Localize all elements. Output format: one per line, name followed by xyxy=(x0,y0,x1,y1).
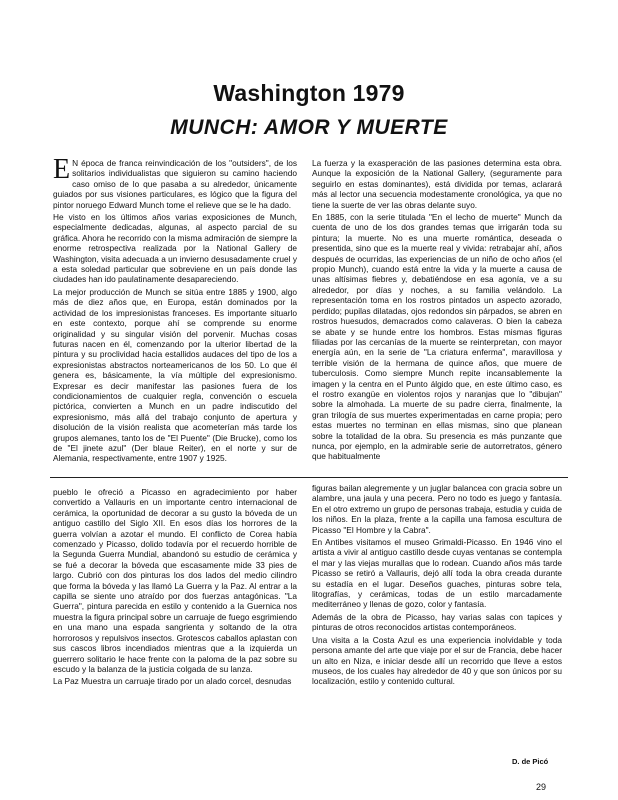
article-title: MUNCH: AMOR Y MUERTE xyxy=(170,116,448,139)
author-signature: D. de Picó xyxy=(512,757,549,766)
paragraph: En Antibes visitamos el museo Grimaldi-Picasso. En 1946 vino el artista a vivir al antiguo castillo desde cuyas ventanas se contempla el mar y las viejas murallas que lo rodean. Cuando años más tarde Picasso se retiró a Vallauris, dejó allí toda la obra creada durante su estadía en el lugar. Deseños guaches, pinturas sobre tela, litografías, y cerámicas, todas de un estilo marcadamente mediterráneo y llenas de gozo, color y fantasía. xyxy=(312,537,562,610)
paragraph: figuras bailan alegremente y un juglar balancea con gracia sobre un alambre, una jaula y una pecera. Pero no todo es juego y fantasía. En el otro extremo un grupo de personas trabaja, estudia y cuida de los niños. En la plaza, frente a la capilla una famosa escultura de Picasso "El Hombre y la Cabra". xyxy=(312,483,562,535)
picasso-column-right xyxy=(312,483,562,689)
paragraph: La fuerza y la exasperación de las pasiones determina esta obra. Aunque la exposición de la National Gallery, (seguramente para seguirlo en estas dominantes), está dividida por temas, aclarará más al lector una secuencia modestamente cronológica, ya que no tiene la suerte de ver las obras delante suyo. xyxy=(312,158,562,210)
picasso-column-left xyxy=(53,487,297,689)
paragraph: En 1885, con la serie titulada "En el lecho de muerte" Munch da cuenta de uno de los dos grandes temas que irrigarán toda su pintura; la muerte. No es una muerte romántica, deseada o presentida, sino que es la muerte real y vivida: retrabajar ahí, años después de ocurridas, las experiencias de un niño de ocho años (el propio Munch), cuando está entre la vida y la muerte a causa de unas altísimas fiebres y, debatiéndose en esa agonía, ve a su alrededor, por días y noches, a su familia velándolo. La representación toma en los rostros pintados un aspecto azorado, perdido; pupilas dilatadas, ojos redondos sin párpados, se abren en rostros huesudos, demacrados como calaveras. O bien la cabeza se abate y se hunde entre los hombros. Estas mismas figuras filiadas por las cercanías de la muerte se reinterpretan, con mayor energía aún, en la serie de "La criatura enferma", maravillosa y terrible visión de la hermana de quince años, que muere de tuberculosis. Como siempre Munch repite incansablemente la imagen y la centra en el Punto álgido que, en este último caso, es el rostro exangüe en violentos rojos y naranjas que lo "dibujan" sobre la almohada. La muerte de su padre cierra, finalmente, la gran trilogía de sus muertes experimentadas en carne propia; pero estas muertes no terminan en ellas mismas, sino que planean sobre la totalidad de la obra. Su presencia es más punzante que nunca, por ejemplo, en la admirable serie de autorretratos, género que habitualmente xyxy=(312,212,562,462)
paragraph: La Paz Muestra un carruaje tirado por un alado corcel, desnudas xyxy=(53,676,292,687)
article-column-right xyxy=(312,158,562,464)
paragraph: He visto en los últimos años varias exposiciones de Munch, especialmente dedicadas, algunas, al aspecto parcial de su gráfica. Ahora he recorrido con la misma admiración de siempre la enorme retrospectiva realizada por la National Gallery de Washington, visita adecuada a un invierno desusadamente cruel y a esta soledad particular que sobreviene en un país donde las ciudades han ido paulatinamente desapareciendo. xyxy=(53,212,297,285)
section-kicker: Washington 1979 xyxy=(213,80,405,106)
paragraph: Además de la obra de Picasso, hay varias salas con tapices y pinturas de otros reconocidos artistas contemporáneos. xyxy=(312,611,562,633)
paragraph-text: N época de franca reinvindicación de los "outsiders", de los solitarios individualistas que siguieron su camino haciendo caso omiso de lo que pasaba a su alrededor, únicamente guiados por sus visiones particulares, es lógico que la figura del pintor noruego Edward Munch tome el relieve que se le ha dado. xyxy=(53,158,297,210)
paragraph: pueblo le ofreció a Picasso en agradecimiento por haber convertido a Vallauris en un importante centro internacional de cerámica, la oportunidad de decorar a su gusto la bóveda de un antiguo castillo del Siglo XII. En esos días los horrores de la guerra volvían a azotar el mundo. El conflicto de Corea había comenzado y Picasso, dolido todavía por el recuerdo horrible de la Segunda Guerra Mundial, abandonó su estudio de cerámica y se fué a decorar la bóveda que escasamente mide 33 pies de largo. Cubrió con dos pinturas los dos lados del medio cilindro que forma la bóveda y las llamó La Guerra y la Paz. Al entrar a la capilla se siente uno atraído por dos fuerzas antagónicas. "La Guerra", pintura parecida en estilo y contenido a la Guernica nos muestra la figura principal sobre un carruaje de fuego esgrimiendo en una mano una espada sangrienta y soltando de la otra horrorosos y repulsivos insectos. Grotescos caballos aplastan con sus cascos libros incendiados mientras que a la izquierda un guerrero solitario le hace frente con la paloma de la paz sobre su escudo y la balanza de la justicia colgada de su lanza. xyxy=(53,487,297,674)
paragraph: La mejor producción de Munch se sitúa entre 1885 y 1900, algo más de diez años que, en Europa, están dominados por la actividad de los impresionistas franceses. Es importante situarlo en este contexto, porque ahí se comprende su enorme originalidad y su singular visión del porvenir. Muchas cosas futuras nacen en él, comenzando por la ulterior libertad de la pintura y su proclividad hacia estallidos audaces del tipo de los a expresionistas abstractos norteamericanos de los 50. Lo que él genera es, básicamente, la vía múltiple del expresionismo. Expresar es decir manifestar las pasiones fuera de los condicionamientos de cualquier regla, convención o escuela pictórica, convierten a Munch en un padre indiscutido del expresionismo, más allá del trabajo conjunto de apertura y disolución de la visión realista que acometerían más tarde los grupos alemanes, tanto los de "El Puente" (Die Brucke), como los de "El jinete azul" (Der blaue Reiter), en el norte y sur de Alemania, respectivamente, entre 1907 y 1925. xyxy=(53,286,297,464)
drop-cap: E xyxy=(53,154,71,185)
page-number: 29 xyxy=(536,782,547,792)
paragraph: Una visita a la Costa Azul es una experiencia inolvidable y toda persona amante del arte que viaje por el sur de Francia, debe hacer un alto en Niza, e iniciar desde allí un recorrido que lleve a estos museos, de los cuales hay alrededor de 40 y que son únicos por su localización, estilo y contenido cultural. xyxy=(312,634,562,687)
paragraph xyxy=(53,154,297,210)
section-divider xyxy=(50,477,568,478)
article-column-left xyxy=(53,154,297,466)
